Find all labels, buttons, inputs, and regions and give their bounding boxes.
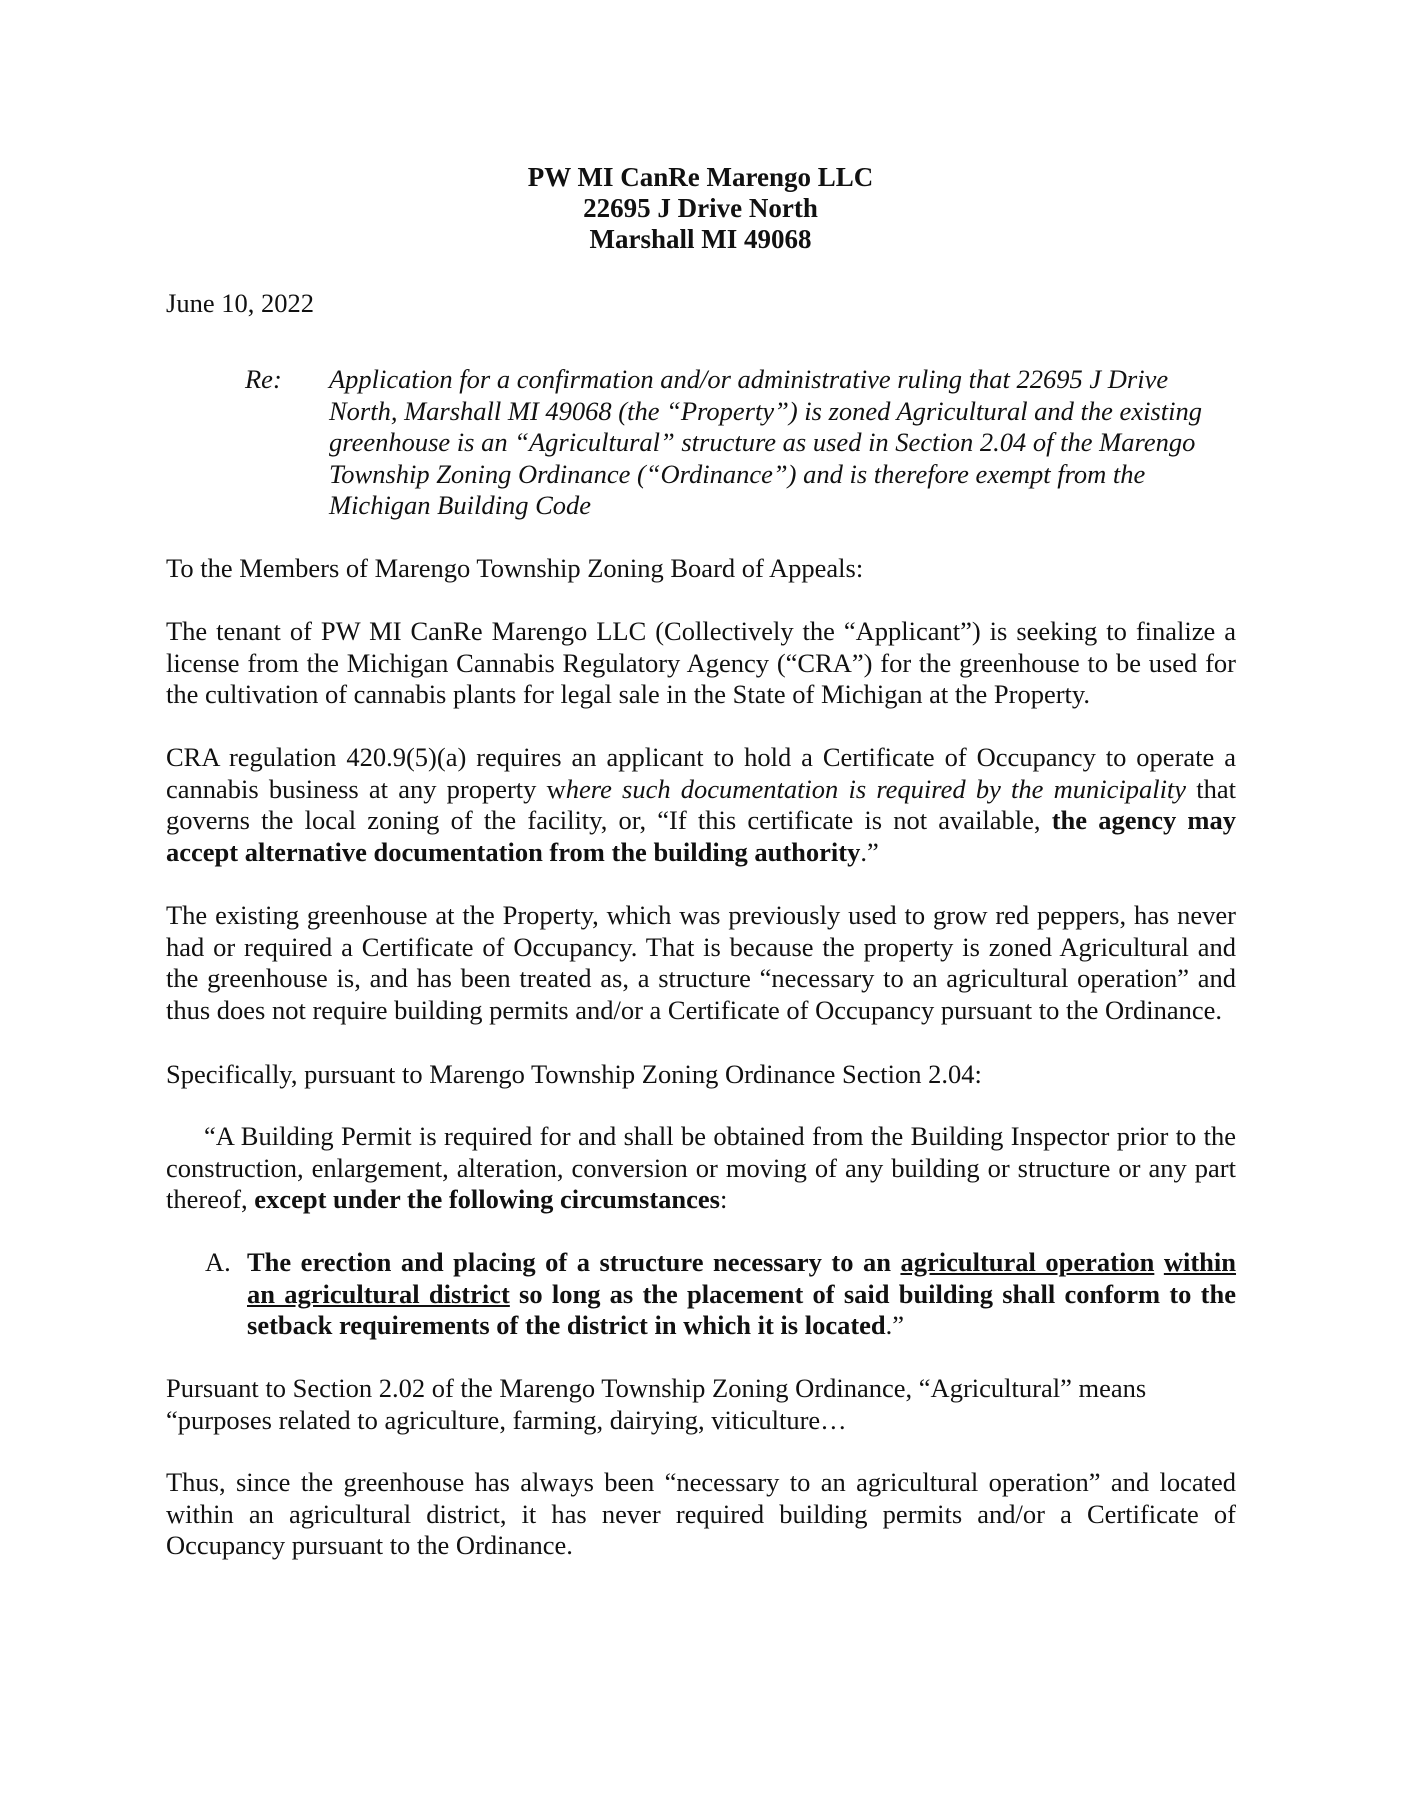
cra-text-bold: the agency may accept alternative documentation from the building authority [166, 805, 1236, 867]
company-street: 22695 J Drive North [583, 193, 818, 223]
cra-text-3: .” [860, 836, 879, 867]
paragraph-applicant: The tenant of PW MI CanRe Marengo LLC (Collectively the “Applicant”) is seeking to finalize a license from the Michigan Cannabis Regulatory Agency (“CRA”) for the greenhouse to be used for the cultivation of cannabis plants for legal sale in the State of Michigan at the Property. [166, 616, 1236, 709]
quote-bold: except under the following circumstances [254, 1184, 720, 1214]
exception-underline-2: within an agricultural district [247, 1247, 1237, 1309]
quote-end: : [719, 1184, 728, 1214]
exception-part2: so long as the placement of said building shall conform to the setback requirements of the district in which it is located [247, 1278, 1236, 1340]
company-city: Marshall MI 49068 [589, 224, 812, 254]
paragraph-cra-regulation [166, 742, 1236, 868]
re-label: Re: [245, 364, 282, 394]
cra-text-2: that governs the local zoning of the facility, or, “If this certificate is not available, [166, 773, 1236, 835]
exception-text [247, 1247, 1236, 1342]
exception-part1: The erection and placing of a structure necessary to an [247, 1247, 901, 1277]
exception-item-a [205, 1247, 1236, 1342]
ordinance-quote [166, 1121, 1236, 1216]
exception-space [1154, 1247, 1164, 1277]
paragraph-definition [166, 1373, 1236, 1436]
cra-text-1: CRA regulation 420.9(5)(a) requires an applicant to hold a Certificate of Occupancy to operate a cannabis business at any property w [166, 742, 1236, 804]
re-subject: Application for a confirmation and/or administrative ruling that 22695 J Drive North, Marshall MI 49068 (the “Property”) is zoned Agricultural and the existing greenhouse is an “Agricultural” structure as used in Section 2.04 of the Marengo Township Zoning Ordinance (“Ordinance”) and is therefore exempt from the Michigan Building Code [329, 364, 1202, 520]
letterhead [0, 162, 1401, 255]
definition-line-2: “purposes related to agriculture, farming, dairying, viticulture… [166, 1404, 847, 1435]
list-marker: A. [205, 1247, 231, 1277]
paragraph-conclusion: Thus, since the greenhouse has always been “necessary to an agricultural operation” and located within an agricultural district, it has never required building permits and/or a Certificate of Occupancy pursuant to the Ordinance. [166, 1467, 1236, 1560]
letter-date: June 10, 2022 [166, 288, 314, 318]
salutation: To the Members of Marengo Township Zoning Board of Appeals: [166, 553, 864, 583]
exception-end: .” [885, 1310, 905, 1340]
paragraph-specifically: Specifically, pursuant to Marengo Township Zoning Ordinance Section 2.04: [166, 1059, 982, 1089]
quote-text: “A Building Permit is required for and shall be obtained from the Building Inspector prior to the construction, enlargement, alteration, conversion or moving of any building or structure or any part thereof, [166, 1121, 1236, 1214]
company-name: PW MI CanRe Marengo LLC [527, 162, 874, 192]
paragraph-existing-greenhouse: The existing greenhouse at the Property, which was previously used to grow red peppers, has never had or required a Certificate of Occupancy. That is because the property is zoned Agricultural and the greenhouse is, and has been treated as, a structure “necessary to an agricultural operation” and thus does not require building permits and/or a Certificate of Occupancy pursuant to the Ordinance. [166, 900, 1236, 1025]
definition-line-1: Pursuant to Section 2.02 of the Marengo Township Zoning Ordinance, “Agricultural” means [166, 1373, 1147, 1403]
exception-underline-1: agricultural operation [900, 1247, 1155, 1277]
cra-text-italic: here such documentation is required by the municipality [565, 773, 1187, 804]
